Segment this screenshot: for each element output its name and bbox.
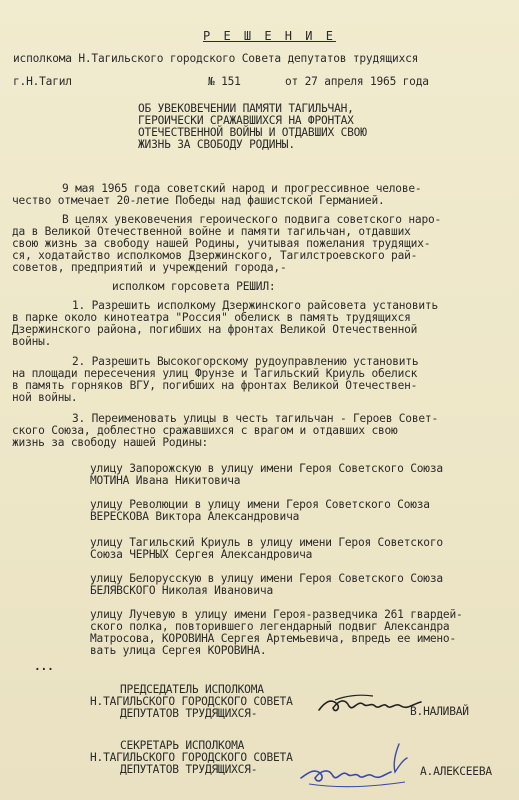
chairman-name: В.НАЛИВАЙ bbox=[410, 705, 469, 718]
chairman-title-1: ПРЕДСЕДАТЕЛЬ ИСПОЛКОМА bbox=[120, 683, 264, 696]
chairman-signature bbox=[315, 690, 425, 720]
chairman-title-3: ДЕПУТАТОВ ТРУДЯЩИХСЯ- bbox=[120, 707, 258, 720]
header-line: исполкома Н.Тагильского городского Совета депутатов трудящихся bbox=[13, 52, 419, 65]
resolved-line: исполком горсовета РЕШИЛ: bbox=[112, 280, 276, 293]
intro1-line-2: чество отмечает 20-летие Победы над фашистской Германией. bbox=[12, 194, 385, 207]
item3-line-2: ского Союза, доблестно сражавшихся с врагом и отдавших свою bbox=[12, 424, 398, 437]
subject-line-4: ЖИЗНЬ ЗА СВОБОДУ РОДИНЫ. bbox=[138, 138, 295, 151]
street-1-line-1: улицу Запорожскую в улицу имени Героя Советского Союза bbox=[90, 462, 443, 475]
item1-line-4: войны. bbox=[12, 335, 52, 348]
item3-line-3: жизнь за свободу нашей Родины: bbox=[12, 436, 209, 449]
street-5-line-1: улицу Лучевую в улицу имени Героя-разведчика 261 гвардей- bbox=[90, 608, 463, 621]
street-4-line-2: БЕЛЯВСКОГО Николая Ивановича bbox=[90, 584, 273, 597]
chairman-title-2: Н.ТАГИЛЬСКОГО ГОРОДСКОГО СОВЕТА bbox=[90, 695, 293, 708]
item2-line-1: 2. Разрешить Высокогорскому рудоуправлению установить bbox=[72, 355, 419, 368]
intro2-line-3: свою жизнь за свободу нашей Родины, учитывая пожелания трудящих- bbox=[12, 237, 431, 250]
street-4-line-1: улицу Белорусскую в улицу имени Героя Советского Союза bbox=[90, 572, 443, 585]
item1-line-2: в парке около кинотеатра "Россия" обелиск в память трудящихся bbox=[12, 311, 411, 324]
street-2-line-2: ВЕРЕСКОВА Виктора Александровича bbox=[90, 510, 300, 523]
document-title: Р Е Ш Е Н И Е bbox=[203, 29, 336, 43]
street-1-line-2: МОТИНА Ивана Никитовича bbox=[90, 474, 241, 487]
intro2-line-4: ся, ходатайство исполкомов Дзержинского, Тагилстроевского рай- bbox=[12, 249, 418, 262]
ellipsis: ... bbox=[34, 660, 54, 673]
header-number: № 151 bbox=[208, 75, 241, 88]
secretary-title-1: СЕКРЕТАРЬ ИСПОЛКОМА bbox=[120, 739, 245, 752]
intro2-line-5: советов, предприятий и учреждений города,- bbox=[12, 261, 287, 274]
header-city: г.Н.Тагил bbox=[13, 75, 72, 88]
secretary-title-3: ДЕПУТАТОВ ТРУДЯЩИХСЯ- bbox=[120, 763, 258, 776]
item1-line-3: Дзержинского района, погибших на фронтах Великой Отечественной bbox=[12, 323, 418, 336]
item2-line-3: в память горняков ВГУ, погибших на фронтах Великой Отечествен- bbox=[12, 379, 418, 392]
street-2-line-1: улицу Революции в улицу имени Героя Советского Союза bbox=[90, 498, 430, 511]
intro2-line-2: да в Великой Отечественной войне и памяти тагильчан, отдавших bbox=[12, 225, 411, 238]
street-3-line-2: Союза ЧЕРНЫХ Сергея Александровича bbox=[90, 548, 313, 561]
secretary-signature bbox=[295, 738, 415, 793]
street-5-line-3: Матросова, КОРОВИНА Сергея Артемьевича, впредь ее имено- bbox=[90, 632, 456, 645]
street-5-line-2: ского полка, повторившего легендарный подвиг Александра bbox=[90, 620, 450, 633]
header-date: от 27 апреля 1965 года bbox=[285, 75, 429, 88]
subject-line-3: ОТЕЧЕСТВЕННОЙ ВОЙНЫ И ОТДАВШИХ СВОЮ bbox=[138, 126, 367, 139]
street-5-line-4: вать улица Сергея КОРОВИНА. bbox=[90, 644, 267, 657]
item3-line-1: 3. Переименовать улицы в честь тагильчан - Героев Совет- bbox=[72, 412, 438, 425]
secretary-title-2: Н.ТАГИЛЬСКОГО ГОРОДСКОГО СОВЕТА bbox=[90, 751, 293, 764]
secretary-name: А.АЛЕКСЕЕВА bbox=[420, 765, 492, 778]
street-3-line-1: улицу Тагильский Криуль в улицу имени Героя Советского bbox=[90, 536, 443, 549]
item2-line-4: ной войны. bbox=[12, 391, 78, 404]
subject-line-1: ОБ УВЕКОВЕЧЕНИИ ПАМЯТИ ТАГИЛЬЧАН, bbox=[138, 102, 354, 115]
subject-line-2: ГЕРОИЧЕСКИ СРАЖАВШИХСЯ НА ФРОНТАХ bbox=[138, 114, 354, 127]
item2-line-2: на площади пересечения улиц Фрунзе и Тагильский Криуль обелиск bbox=[12, 367, 418, 380]
intro2-line-1: В целях увековечения героического подвига советского наро- bbox=[62, 213, 442, 226]
item1-line-1: 1. Разрешить исполкому Дзержинского райсовета установить bbox=[72, 299, 438, 312]
intro1-line-1: 9 мая 1965 года советский народ и прогрессивное челове- bbox=[62, 182, 422, 195]
